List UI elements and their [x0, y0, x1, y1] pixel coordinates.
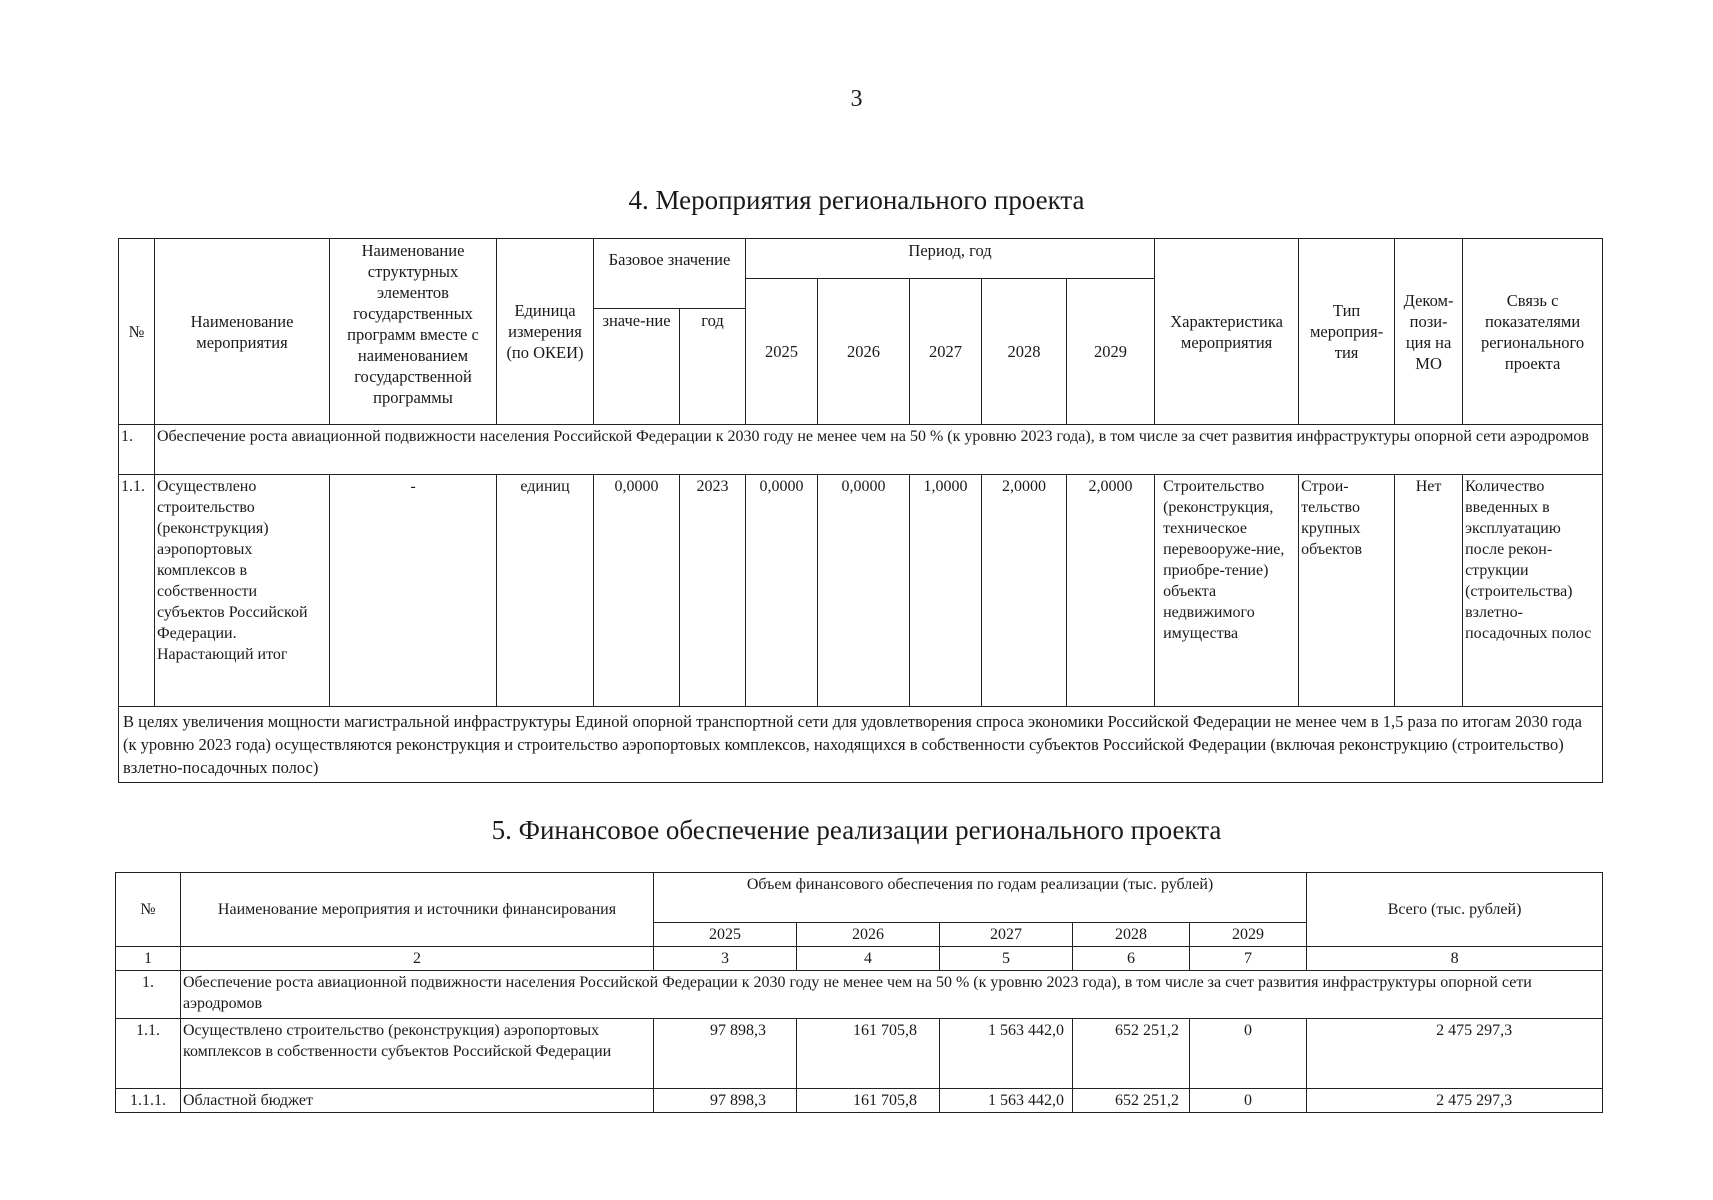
page-number: 3: [850, 86, 863, 112]
t1-row: [119, 475, 1603, 707]
t2-row-value-2026: 161 705,8: [797, 1019, 940, 1089]
t2-col-number: 6: [1073, 947, 1190, 971]
t2-header-year-2027: 2027: [940, 923, 1073, 947]
t1-row-value-2025: 0,0000: [746, 475, 818, 707]
t2-col-number: 3: [654, 947, 797, 971]
t1-row-char: Строительство (реконструкция, техническое перевооруже-ние, приобре-тение) объекта недвижимого имущества: [1155, 475, 1299, 707]
t1-header-type: Тип мероприя-тия: [1299, 239, 1395, 425]
t2-col-number: 7: [1190, 947, 1307, 971]
t1-row-decomp: Нет: [1395, 475, 1463, 707]
t1-header-year-2027: 2027: [910, 279, 982, 425]
t2-row-value-2027: 1 563 442,0: [940, 1019, 1073, 1089]
t2-col-numbers: [116, 947, 1603, 971]
t1-header-period: Период, год: [746, 239, 1155, 279]
t2-row-value-2025: 97 898,3: [654, 1089, 797, 1113]
t1-header-struct: Наименование структурных элементов государственных программ вместе с наименованием государственной программы: [330, 239, 497, 425]
t1-header-char: Характеристика мероприятия: [1155, 239, 1299, 425]
t1-header-name: Наименование мероприятия: [155, 239, 330, 425]
t1-row-struct: -: [330, 475, 497, 707]
t2-row-value-2026: 161 705,8: [797, 1089, 940, 1113]
t1-header-num: №: [119, 239, 155, 425]
t1-row-base-year: 2023: [680, 475, 746, 707]
t1-row-name: Осуществлено строительство (реконструкция) аэропортовых комплексов в собственности субъектов Российской Федерации. Нарастающий итог: [155, 475, 330, 707]
t2-col-number: 2: [181, 947, 654, 971]
t2-col-number: 1: [116, 947, 181, 971]
t2-row-value-2025: 97 898,3: [654, 1019, 797, 1089]
t2-row-total: 2 475 297,3: [1307, 1089, 1603, 1113]
t1-header-base: Базовое значение: [594, 239, 746, 309]
t1-header-decomp: Деком-пози-ция на МО: [1395, 239, 1463, 425]
t1-header-year-2028: 2028: [982, 279, 1067, 425]
t2-header-year-2029: 2029: [1190, 923, 1307, 947]
t2-row-value-2029: 0: [1190, 1019, 1307, 1089]
t1-row-unit: единиц: [497, 475, 594, 707]
t1-header-year-2025: 2025: [746, 279, 818, 425]
t2-header-num: №: [116, 873, 181, 947]
activities-table: [118, 238, 1603, 783]
financing-table: [115, 872, 1603, 1113]
section4-title: 4. Мероприятия регионального проекта: [628, 185, 1085, 215]
table-row: [116, 1089, 1603, 1113]
t2-row-total: 2 475 297,3: [1307, 1019, 1603, 1089]
t1-group-num: 1.: [119, 425, 155, 475]
t1-row-num: 1.1.: [119, 475, 155, 707]
t1-description: В целях увеличения мощности магистральной инфраструктуры Единой опорной транспортной сети для удовлетворения спроса экономики Российской Федерации не менее чем в 1,5 раза по итогам 2030 года (к уровню 2023 года) осуществляются реконструкция и строительство аэропортовых комплексов, находящихся в собственности субъектов Российской Федерации (включая реконструкцию (строительство) взлетно-посадочных полос): [119, 707, 1603, 783]
t2-row-value-2027: 1 563 442,0: [940, 1089, 1073, 1113]
t1-header-year-2026: 2026: [818, 279, 910, 425]
t2-group-num: 1.: [116, 971, 181, 1019]
t1-row-value-2027: 1,0000: [910, 475, 982, 707]
t2-row-name: Осуществлено строительство (реконструкция) аэропортовых комплексов в собственности субъектов Российской Федерации: [181, 1019, 654, 1089]
t2-header-year-2026: 2026: [797, 923, 940, 947]
t2-col-number: 4: [797, 947, 940, 971]
t1-header-unit: Единица измерения (по ОКЕИ): [497, 239, 594, 425]
t1-row-link: Количество введенных в эксплуатацию после рекон-струкции (строительства) взлетно-посадочных полос: [1463, 475, 1603, 707]
t2-header-name: Наименование мероприятия и источники финансирования: [181, 873, 654, 947]
t1-group-text: Обеспечение роста авиационной подвижности населения Российской Федерации к 2030 году не менее чем на 50 % (к уровню 2023 года), в том числе за счет развития инфраструктуры опорной сети аэродромов: [155, 425, 1603, 475]
t1-row-value-2029: 2,0000: [1067, 475, 1155, 707]
t2-row-value-2028: 652 251,2: [1073, 1089, 1190, 1113]
t2-row-name: Областной бюджет: [181, 1089, 654, 1113]
t2-col-number: 8: [1307, 947, 1603, 971]
t1-header-link: Связь с показателями регионального проекта: [1463, 239, 1603, 425]
t2-header-year-2028: 2028: [1073, 923, 1190, 947]
t1-header-base-value: значе-ние: [594, 309, 680, 425]
t2-col-number: 5: [940, 947, 1073, 971]
t1-row-value-2026: 0,0000: [818, 475, 910, 707]
t1-row-base-value: 0,0000: [594, 475, 680, 707]
t2-row-value-2028: 652 251,2: [1073, 1019, 1190, 1089]
t1-row-type: Строи-тельство крупных объектов: [1299, 475, 1395, 707]
section5-title: 5. Финансовое обеспечение реализации регионального проекта: [491, 815, 1222, 845]
t2-header-volume: Объем финансового обеспечения по годам реализации (тыс. рублей): [654, 873, 1307, 923]
t2-row-num: 1.1.: [116, 1019, 181, 1089]
table-row: [116, 1019, 1603, 1089]
t2-group-text: Обеспечение роста авиационной подвижности населения Российской Федерации к 2030 году не менее чем на 50 % (к уровню 2023 года), в том числе за счет развития инфраструктуры опорной сети аэродромов: [181, 971, 1603, 1019]
t1-header-year-2029: 2029: [1067, 279, 1155, 425]
t2-row-value-2029: 0: [1190, 1089, 1307, 1113]
t1-header-base-year: год: [680, 309, 746, 425]
t2-header-total: Всего (тыс. рублей): [1307, 873, 1603, 947]
t2-header-year-2025: 2025: [654, 923, 797, 947]
t2-row-num: 1.1.1.: [116, 1089, 181, 1113]
t1-row-value-2028: 2,0000: [982, 475, 1067, 707]
